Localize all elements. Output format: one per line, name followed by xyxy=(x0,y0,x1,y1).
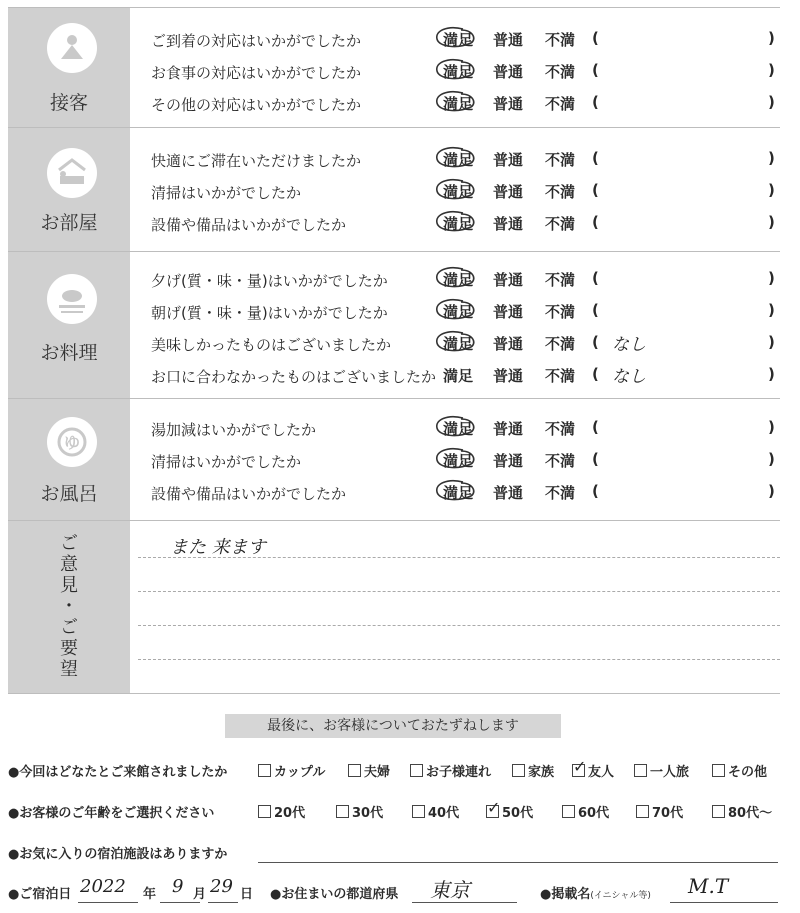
question: 設備や備品はいかがでしたか xyxy=(151,485,347,503)
selected-circle xyxy=(433,329,477,354)
question: その他の対応はいかがでしたか xyxy=(151,96,362,114)
section-cuisine xyxy=(8,251,780,399)
checkbox-option[interactable] xyxy=(712,761,767,780)
paren-close: ) xyxy=(768,365,775,383)
opinion-sidebar xyxy=(8,521,130,693)
category-label: お部屋 xyxy=(40,212,98,234)
option-good[interactable]: 満足 xyxy=(443,303,474,321)
option-good[interactable]: 満足 xyxy=(443,31,474,49)
checkbox-label: 40代 xyxy=(428,806,460,821)
checkbox[interactable] xyxy=(572,757,587,777)
paren-close: ) xyxy=(768,93,775,111)
checkbox-option[interactable] xyxy=(336,802,383,821)
checkbox[interactable] xyxy=(712,805,725,818)
footer-heading xyxy=(225,714,561,738)
paren-open: ( xyxy=(592,181,599,199)
checkbox[interactable] xyxy=(410,764,423,777)
checkbox[interactable] xyxy=(636,805,649,818)
section-bath xyxy=(8,398,780,521)
prefecture-label: ●お住まいの都道府県 xyxy=(270,887,399,902)
checkbox-option[interactable] xyxy=(486,798,534,821)
option-good[interactable]: 満足 xyxy=(443,420,474,438)
question: 清掃はいかがでしたか xyxy=(151,453,302,471)
checkbox[interactable] xyxy=(412,805,425,818)
section-reception xyxy=(8,7,780,128)
selected-circle xyxy=(433,177,477,202)
question: ご到着の対応はいかがでしたか xyxy=(151,32,362,50)
paren-close: ) xyxy=(768,213,775,231)
month-unit: 月 xyxy=(193,887,207,902)
option-normal[interactable]: 普通 xyxy=(493,215,524,233)
question: 設備や備品はいかがでしたか xyxy=(151,216,347,234)
option-bad[interactable]: 不満 xyxy=(545,303,576,321)
option-bad[interactable]: 不満 xyxy=(545,420,576,438)
stay-day[interactable]: 29 xyxy=(210,876,233,897)
option-bad[interactable]: 不満 xyxy=(545,31,576,49)
selected-circle xyxy=(433,478,477,503)
option-good[interactable]: 満足 xyxy=(443,367,474,385)
question: 朝げ(質・味・量)はいかがでしたか xyxy=(151,304,388,322)
checkbox-label: その他 xyxy=(728,765,768,780)
svg-text:ゆ: ゆ xyxy=(63,433,81,452)
publish-value[interactable]: M.T xyxy=(688,874,729,898)
checkbox-option[interactable] xyxy=(712,802,772,821)
paren-close: ) xyxy=(768,301,775,319)
opinion-line xyxy=(138,659,780,660)
handwritten-comment[interactable]: なし xyxy=(612,335,646,355)
check-mark-icon: ✓ xyxy=(573,757,587,776)
stay-month[interactable]: 9 xyxy=(172,876,184,897)
publish-underline xyxy=(670,902,778,903)
stay-date-label: ●ご宿泊日 xyxy=(8,887,72,902)
category-label: お料理 xyxy=(40,342,98,364)
reception-icon xyxy=(47,23,97,73)
option-normal[interactable]: 普通 xyxy=(493,271,524,289)
checkbox-option[interactable] xyxy=(412,802,459,821)
opinion-label-char: ・ xyxy=(60,596,78,617)
selected-circle xyxy=(433,25,477,50)
checkbox[interactable] xyxy=(348,764,361,777)
opinion-text[interactable]: また 来ます xyxy=(170,537,266,558)
paren-close: ) xyxy=(768,418,775,436)
question: 湯加減はいかがでしたか xyxy=(151,421,317,439)
question: 快適にご滞在いただけましたか xyxy=(151,152,362,170)
option-good[interactable]: 満足 xyxy=(443,215,474,233)
option-bad[interactable]: 不満 xyxy=(545,95,576,113)
checkbox-option[interactable] xyxy=(634,761,689,780)
opinion-line xyxy=(138,625,780,626)
checkbox-option[interactable] xyxy=(572,757,615,780)
year-underline xyxy=(78,902,138,903)
option-normal[interactable]: 普通 xyxy=(493,335,524,353)
paren-open: ( xyxy=(592,269,599,287)
checkbox[interactable] xyxy=(562,805,575,818)
section-opinion xyxy=(8,520,780,694)
paren-close: ) xyxy=(768,269,775,287)
checkbox-option[interactable] xyxy=(410,761,491,780)
option-normal[interactable]: 普通 xyxy=(493,452,524,470)
selected-circle xyxy=(433,209,477,234)
checkbox[interactable] xyxy=(512,764,525,777)
paren-close: ) xyxy=(768,482,775,500)
opinion-label-char: ご xyxy=(60,533,78,554)
paren-close: ) xyxy=(768,450,775,468)
paren-close: ) xyxy=(768,29,775,47)
paren-open: ( xyxy=(592,301,599,319)
selected-circle xyxy=(433,265,477,290)
selected-circle xyxy=(433,145,477,170)
publish-note: (イニシャル等) xyxy=(590,891,651,901)
checkbox[interactable] xyxy=(336,805,349,818)
checkbox[interactable] xyxy=(712,764,725,777)
opinion-label-char: 意 xyxy=(60,554,78,575)
option-good[interactable]: 満足 xyxy=(443,271,474,289)
selected-circle xyxy=(433,57,477,82)
option-good[interactable]: 満足 xyxy=(443,183,474,201)
question: お口に合わなかったものはございましたか xyxy=(151,368,437,386)
option-normal[interactable]: 普通 xyxy=(493,151,524,169)
checkbox-option[interactable] xyxy=(562,802,609,821)
option-bad[interactable]: 不満 xyxy=(545,271,576,289)
publish-label xyxy=(540,883,651,902)
paren-close: ) xyxy=(768,181,775,199)
option-bad[interactable]: 不満 xyxy=(545,452,576,470)
option-normal[interactable]: 普通 xyxy=(493,367,524,385)
option-good[interactable]: 満足 xyxy=(443,95,474,113)
check-mark-icon: ✓ xyxy=(487,798,501,817)
question: 美味しかったものはございましたか xyxy=(151,336,392,354)
option-normal[interactable]: 普通 xyxy=(493,95,524,113)
checkbox-label: 家族 xyxy=(528,765,555,780)
option-normal[interactable]: 普通 xyxy=(493,183,524,201)
paren-close: ) xyxy=(768,333,775,351)
section-room xyxy=(8,127,780,252)
option-good[interactable]: 満足 xyxy=(443,63,474,81)
checkbox-option[interactable] xyxy=(348,761,390,780)
option-normal[interactable]: 普通 xyxy=(493,63,524,81)
section-sidebar xyxy=(8,399,130,521)
publish-label-text: ●掲載名 xyxy=(540,887,591,902)
paren-open: ( xyxy=(592,450,599,468)
dish-icon xyxy=(47,274,97,324)
question: 清掃はいかがでしたか xyxy=(151,184,302,202)
paren-close: ) xyxy=(768,149,775,167)
section-sidebar xyxy=(8,128,130,252)
section-sidebar xyxy=(8,252,130,399)
option-bad[interactable]: 不満 xyxy=(545,151,576,169)
stay-year[interactable]: 2022 xyxy=(80,876,126,897)
paren-open: ( xyxy=(592,482,599,500)
checkbox-label: 夫婦 xyxy=(364,765,391,780)
section-sidebar xyxy=(8,8,130,128)
paren-open: ( xyxy=(592,365,599,383)
checkbox[interactable] xyxy=(634,764,647,777)
checkbox-label: お子様連れ xyxy=(426,765,492,780)
month-underline xyxy=(160,902,200,903)
paren-open: ( xyxy=(592,93,599,111)
opinion-label-char: 望 xyxy=(60,659,78,680)
paren-open: ( xyxy=(592,213,599,231)
prefecture-value[interactable]: 東京 xyxy=(430,878,470,902)
selected-circle xyxy=(433,446,477,471)
option-normal[interactable]: 普通 xyxy=(493,31,524,49)
opinion-label xyxy=(8,533,130,680)
opinion-label-char: 見 xyxy=(60,575,78,596)
opinion-line xyxy=(138,591,780,592)
checkbox-label: 70代 xyxy=(652,806,684,821)
paren-open: ( xyxy=(592,333,599,351)
checkbox-option[interactable] xyxy=(636,802,683,821)
option-bad[interactable]: 不満 xyxy=(545,215,576,233)
opinion-line xyxy=(138,557,780,558)
checkbox-option[interactable] xyxy=(512,761,554,780)
paren-close: ) xyxy=(768,61,775,79)
category-label: 接客 xyxy=(49,92,88,114)
room-icon xyxy=(47,148,97,198)
paren-open: ( xyxy=(592,61,599,79)
checkbox[interactable] xyxy=(258,805,271,818)
checkbox-option[interactable] xyxy=(258,802,305,821)
opinion-label-char: 要 xyxy=(60,638,78,659)
checkbox-label: 20代 xyxy=(274,806,306,821)
prefecture-underline xyxy=(412,902,517,903)
paren-open: ( xyxy=(592,418,599,436)
paren-open: ( xyxy=(592,29,599,47)
handwritten-comment[interactable]: なし xyxy=(612,367,646,387)
question: お食事の対応はいかがでしたか xyxy=(151,64,362,82)
checkbox[interactable] xyxy=(486,798,501,818)
option-normal[interactable]: 普通 xyxy=(493,484,524,502)
option-bad[interactable]: 不満 xyxy=(545,63,576,81)
checkbox-label: 一人旅 xyxy=(650,765,690,780)
age-question: ●お客様のご年齢をご選択ください xyxy=(8,806,215,821)
companion-question: ●今回はどなたとご来館されましたか xyxy=(8,765,228,780)
checkbox-label: カップル xyxy=(274,765,326,780)
option-bad[interactable]: 不満 xyxy=(545,484,576,502)
option-normal[interactable]: 普通 xyxy=(493,420,524,438)
checkbox-label: 30代 xyxy=(352,806,384,821)
option-good[interactable]: 満足 xyxy=(443,335,474,353)
option-bad[interactable]: 不満 xyxy=(545,335,576,353)
favorite-answer-line[interactable] xyxy=(258,862,778,863)
selected-circle xyxy=(433,89,477,114)
checkbox-label: 80代〜 xyxy=(728,806,773,821)
option-bad[interactable]: 不満 xyxy=(545,367,576,385)
category-label: お風呂 xyxy=(40,483,98,505)
option-good[interactable]: 満足 xyxy=(443,452,474,470)
opinion-label-char: ご xyxy=(60,617,78,638)
bath-icon xyxy=(47,417,97,467)
checkbox-label: 60代 xyxy=(578,806,610,821)
checkbox[interactable] xyxy=(258,764,271,777)
day-unit: 日 xyxy=(240,887,254,902)
option-bad[interactable]: 不満 xyxy=(545,183,576,201)
option-good[interactable]: 満足 xyxy=(443,151,474,169)
option-normal[interactable]: 普通 xyxy=(493,303,524,321)
footer-heading-text: 最後に、お客様についておたずねします xyxy=(267,718,519,734)
day-underline xyxy=(208,902,238,903)
favorite-question: ●お気に入りの宿泊施設はありますか xyxy=(8,847,228,862)
option-good[interactable]: 満足 xyxy=(443,484,474,502)
selected-circle xyxy=(433,414,477,439)
year-unit: 年 xyxy=(143,887,157,902)
question: 夕げ(質・味・量)はいかがでしたか xyxy=(151,272,388,290)
checkbox-option[interactable] xyxy=(258,761,325,780)
paren-open: ( xyxy=(592,149,599,167)
selected-circle xyxy=(433,297,477,322)
checkbox-label: 友人 xyxy=(588,765,615,780)
checkbox-label: 50代 xyxy=(502,806,534,821)
